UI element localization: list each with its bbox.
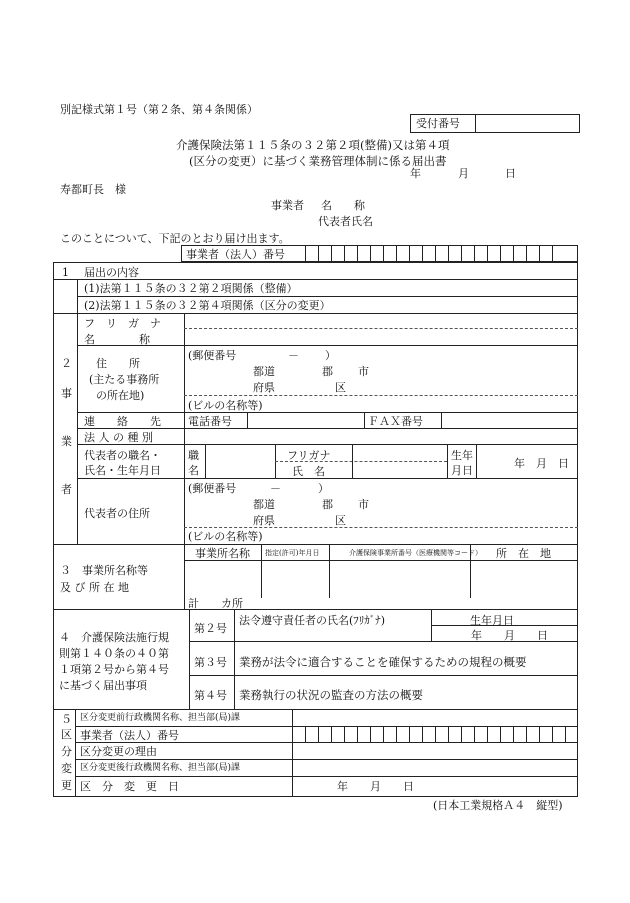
section1-title: 届出の内容 <box>84 266 139 279</box>
section3-col2: 指定(許可)年月日 <box>265 549 320 557</box>
date-day: 日 <box>505 167 516 180</box>
section5-row2: 事業者（法人）番号 <box>80 729 179 742</box>
section4-label4: に基づく届出事項 <box>59 679 147 692</box>
section1-number: 1 <box>62 266 69 279</box>
rep-postal-close: ） <box>318 482 329 495</box>
todo-label: 都道 <box>253 365 275 378</box>
title-char2: 名 <box>188 464 199 477</box>
section5-row5: 区 分 変 更 日 <box>80 780 179 793</box>
section5-side-3: 分 <box>61 745 72 758</box>
business-number-label: 事業者（法人）番号 <box>186 248 285 261</box>
business-number-cells <box>305 245 565 262</box>
section5-row1: 区分変更前行政機関名称、担当部(局)課 <box>80 713 241 723</box>
name-label: 名 称 <box>84 333 150 346</box>
receipt-label: 受付番号 <box>416 117 460 130</box>
title-line2: (区分の変更）に基づく業務管理体制に係る届出書 <box>189 154 447 168</box>
no4-text: 業務執行の状況の監査の方法の概要 <box>239 688 423 702</box>
address-label2: (主たる事務所 <box>89 373 160 386</box>
section4-label1: ４ 介護保険法施行規 <box>59 631 169 644</box>
birth-ymd: 年 月 日 <box>514 457 569 470</box>
section1-item1: (1)法第１１５条の３２第２項関係（整備） <box>84 282 298 295</box>
section3-col4: 所 在 地 <box>496 547 551 560</box>
address-label1: 住 所 <box>96 357 140 370</box>
fuken-label: 府県 <box>253 381 275 394</box>
section2-side-2: 業 <box>61 435 72 448</box>
rep-fuken-label: 府県 <box>253 514 275 527</box>
rep-todo-label: 都道 <box>253 498 275 511</box>
birth-label2: 月日 <box>451 464 473 477</box>
rep-furigana-label: フリガナ <box>287 449 331 462</box>
contact-label: 連 絡 先 <box>84 415 161 428</box>
phone-label: 電話番号 <box>188 415 232 428</box>
rep-address-label: 代表者の住所 <box>84 507 150 520</box>
rep-label2: 氏名・生年月日 <box>84 464 161 477</box>
furigana-label: フ リ ガ ナ <box>84 317 161 330</box>
postal-label: (郵便番号 <box>188 349 237 362</box>
shi-label: 市 <box>358 365 369 378</box>
gun-label: 郡 <box>322 365 333 378</box>
section3-total: 計 カ所 <box>188 597 243 610</box>
address-label3: の所在地) <box>96 389 145 402</box>
section5-row5-ymd: 年 月 日 <box>337 780 414 793</box>
rep-gun-label: 郡 <box>322 498 333 511</box>
section4-label3: １項第２号から第４号 <box>59 663 169 676</box>
section2-side-3: 者 <box>61 483 72 496</box>
title-char1: 職 <box>188 449 199 462</box>
postal-dash: － <box>288 349 299 362</box>
corp-type-label: 法 人 の 種 別 <box>84 431 153 444</box>
birth-label1: 生年 <box>451 449 473 462</box>
no2-ymd: 年 月 日 <box>471 629 548 642</box>
section5-side-2: 区 <box>61 728 72 741</box>
section5-row3: 区分変更の理由 <box>80 745 157 758</box>
intro-text: このことについて、下記のとおり届け出ます。 <box>60 232 290 245</box>
applicant-name-label: 名 称 <box>321 199 365 212</box>
section2-number: ２ <box>61 357 72 370</box>
no3-text: 業務が法令に適合することを確保するための規程の概要 <box>239 655 527 669</box>
ku-label: 区 <box>335 381 346 394</box>
section3-col1: 事業所名称 <box>195 547 250 560</box>
section4-label2: 則第１４０条の４０第 <box>59 647 169 660</box>
section5-side-4: 変 <box>61 762 72 775</box>
addressee: 寿都町長 様 <box>60 183 126 196</box>
no2-birth-label: 生年月日 <box>470 614 514 627</box>
date-year: 年 <box>410 167 421 180</box>
postal-close: ） <box>325 349 336 362</box>
footer-note: (日本工業規格Ａ４ 縦型) <box>433 799 563 812</box>
date-month: 月 <box>458 167 469 180</box>
rep-ku-label: 区 <box>335 514 346 527</box>
rep-name-label: 氏 名 <box>292 465 325 478</box>
no3-label: 第３号 <box>194 656 227 669</box>
applicant-label: 事業者 <box>271 199 304 212</box>
rep-building-label: (ビルの名称等) <box>188 530 263 543</box>
rep-postal-label: (郵便番号 <box>188 482 237 495</box>
section2-side-1: 事 <box>61 387 72 400</box>
section5-side-5: 更 <box>61 779 72 792</box>
building-label: (ビルの名称等) <box>188 399 263 412</box>
no4-label: 第４号 <box>194 689 227 702</box>
rep-postal-dash: － <box>270 482 281 495</box>
section5-number-cells <box>292 726 578 742</box>
section5-side-1: ５ <box>61 713 72 726</box>
section3-col3: 介護保険事業所番号（医療機関等コード） <box>349 549 482 557</box>
fax-label: ＦＡＸ番号 <box>368 415 423 428</box>
section1-item2: (2)法第１１５条の３２第４項関係（区分の変更） <box>84 299 331 312</box>
no2-label: 第２号 <box>194 622 227 635</box>
section3-label1: ３ 事業所名称等 <box>60 564 148 577</box>
no2-text: 法令遵守責任者の氏名(ﾌﾘｶﾞﾅ) <box>239 614 386 627</box>
section3-label2: 及 び 所 在 地 <box>60 581 129 594</box>
rep-label1: 代表者の職名・ <box>84 449 161 462</box>
section5-row4: 区分変更後行政機関名称、担当部(局)課 <box>80 763 241 773</box>
title-line1: 介護保険法第１１５条の３２第２項(整備)又は第４項 <box>176 138 450 152</box>
representative-label: 代表者氏名 <box>318 215 373 228</box>
rep-shi-label: 市 <box>358 498 369 511</box>
form-id: 別記様式第１号（第２条、第４条関係） <box>60 103 258 116</box>
